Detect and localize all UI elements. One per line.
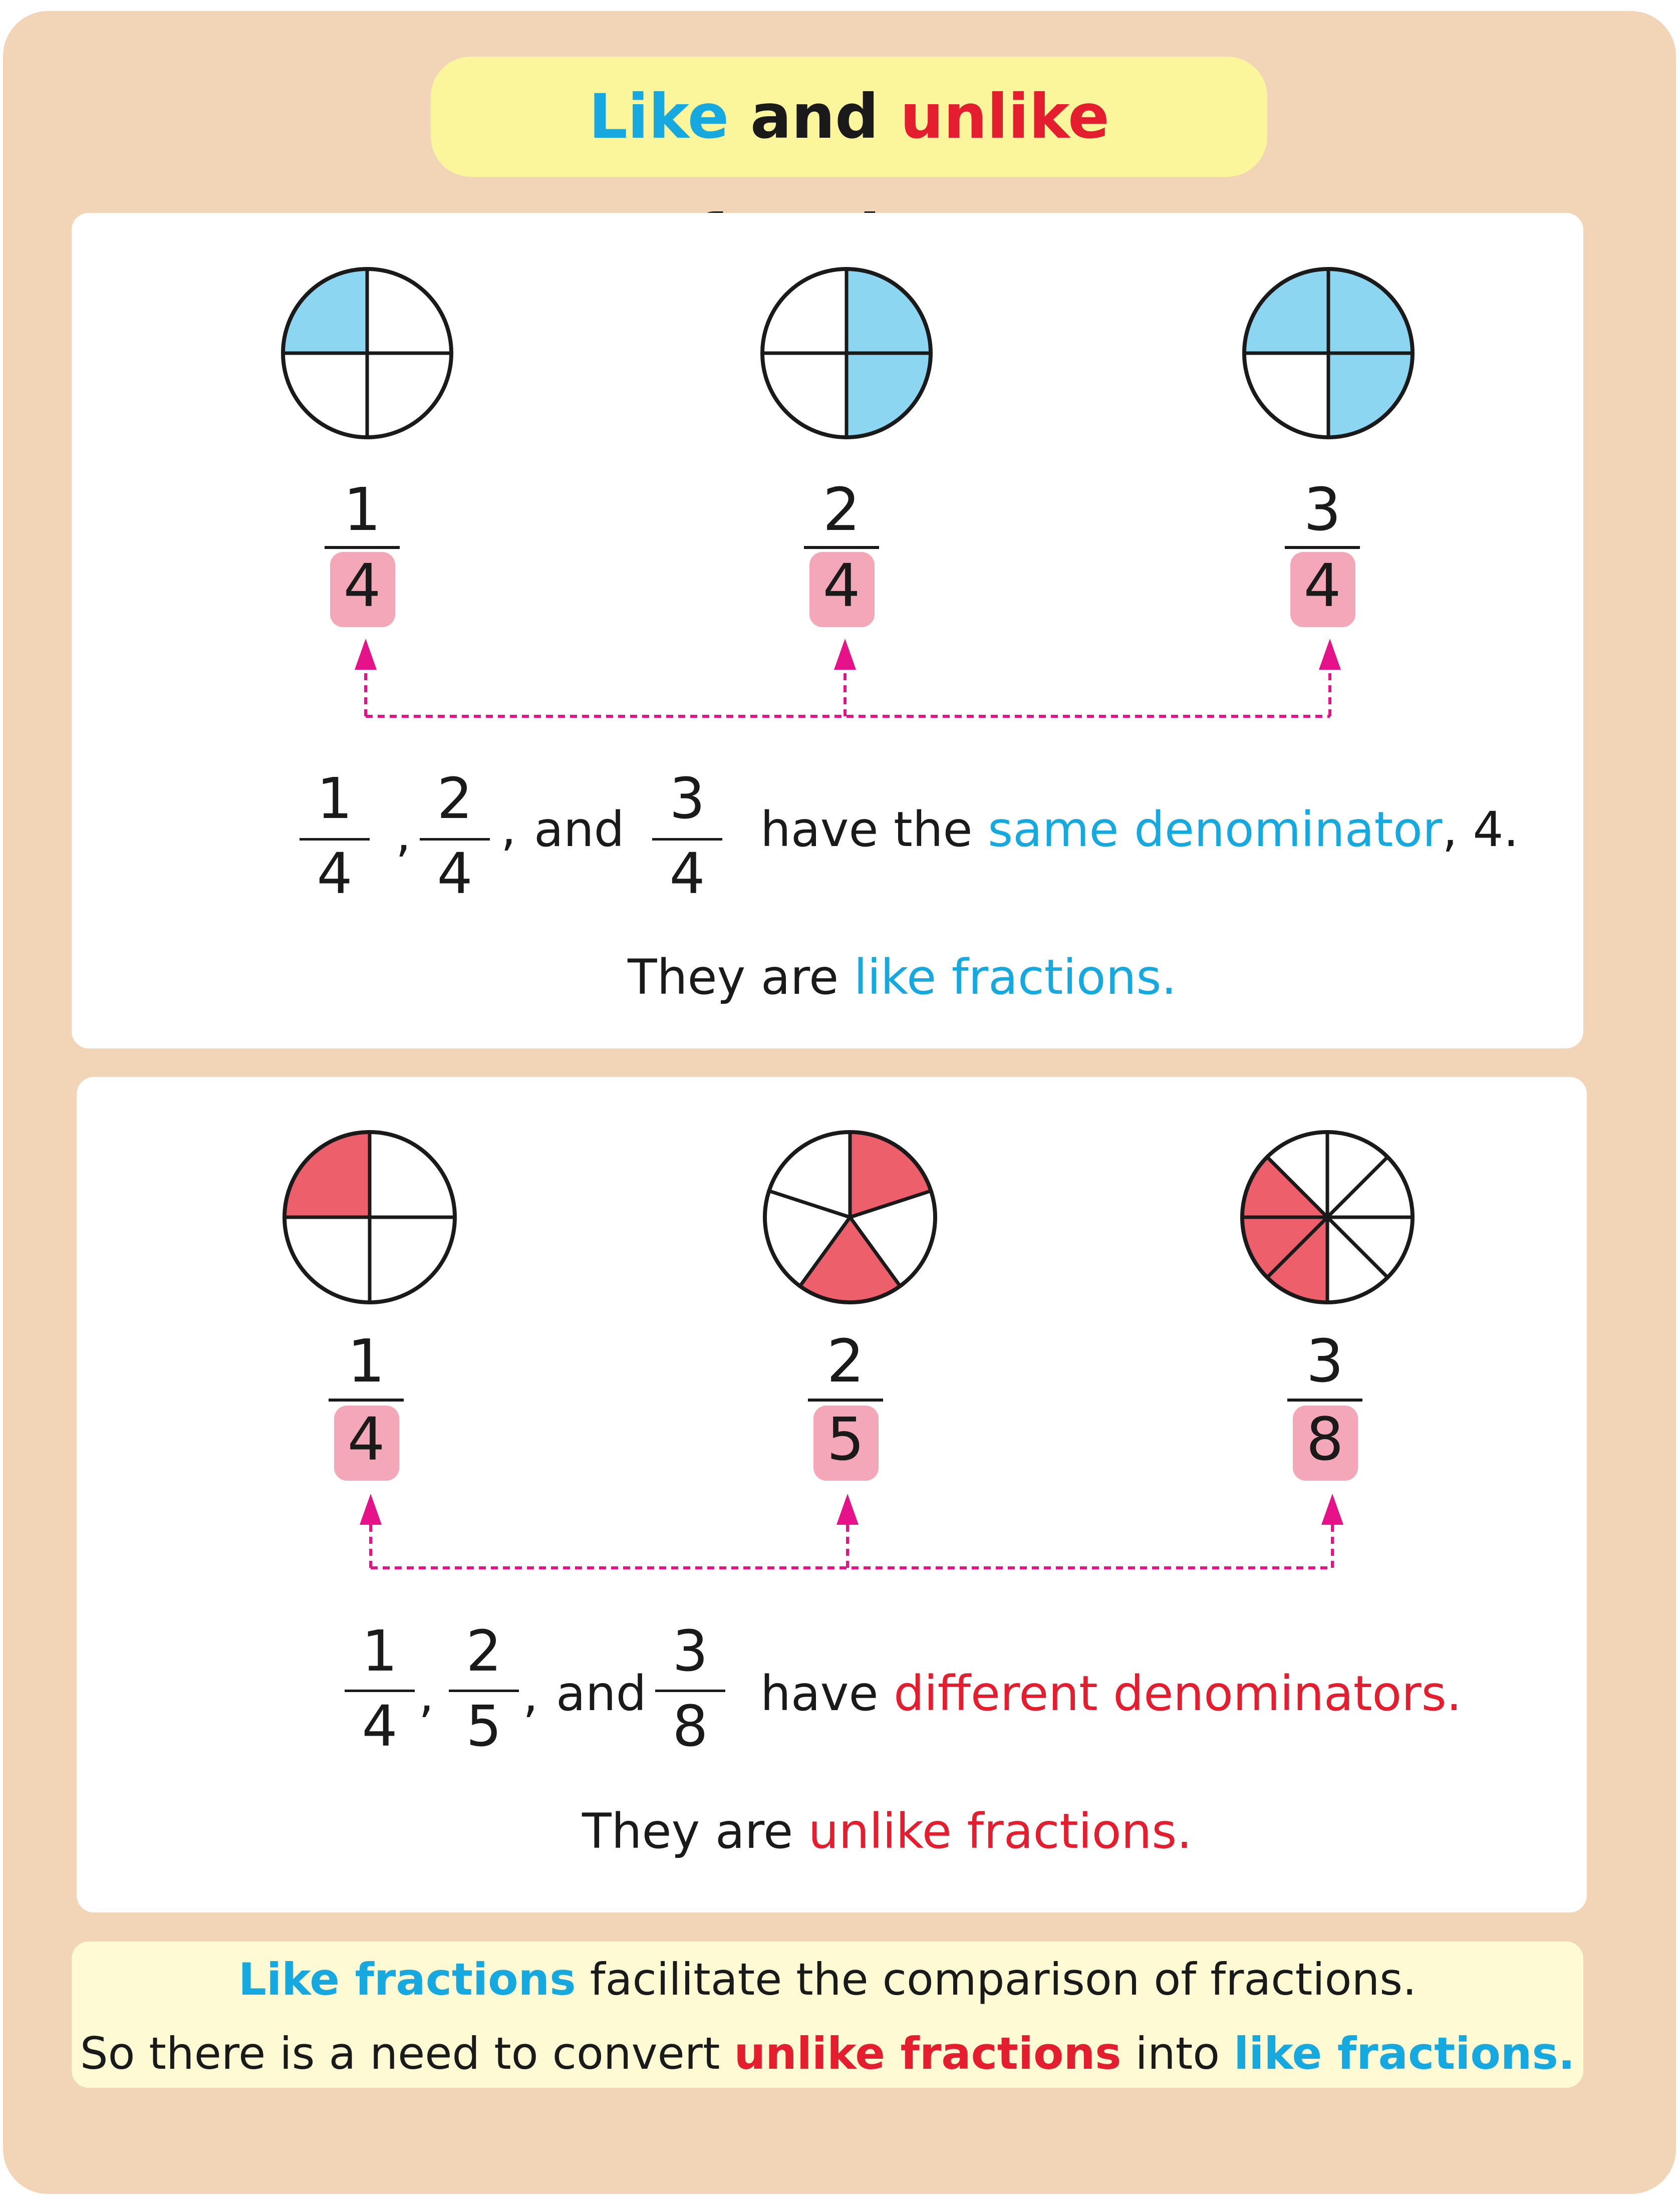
sentence-numerator: 3 <box>669 766 705 832</box>
like-conclusion <box>628 949 1177 1005</box>
unlike-conclusion <box>582 1803 1192 1859</box>
sentence-fraction-bar <box>345 1690 415 1692</box>
fraction-denominator: 8 <box>1306 1405 1344 1474</box>
sentence-fraction-bar <box>449 1690 519 1692</box>
different-denominators-highlight: different denominators. <box>894 1666 1462 1722</box>
fraction-numerator: 3 <box>1306 1326 1344 1396</box>
fraction-numerator: 2 <box>822 475 861 544</box>
fraction-denominator: 4 <box>343 551 381 620</box>
sentence-denominator: 4 <box>669 842 705 907</box>
title-like: Like <box>589 81 729 152</box>
comma: , <box>523 1667 538 1723</box>
fraction-numerator: 1 <box>347 1326 385 1396</box>
note-like-fractions: Like fractions <box>238 1954 576 2005</box>
sentence-pre: have <box>760 1666 879 1722</box>
fraction-circle <box>1242 1132 1413 1302</box>
fraction-denominator: 5 <box>826 1405 865 1474</box>
fraction-circle <box>285 1132 455 1302</box>
sentence-text <box>760 1666 1462 1722</box>
fraction-circle <box>765 1132 935 1302</box>
sentence-fraction-bar <box>652 838 722 841</box>
fraction-denominator: 4 <box>347 1405 385 1474</box>
sentence-fraction-bar <box>300 838 370 841</box>
fraction-bar <box>1285 546 1360 549</box>
sentence-text <box>760 801 1519 858</box>
sentence-denominator: 4 <box>437 842 473 907</box>
sentence-denominator: 5 <box>466 1694 502 1759</box>
note-unlike-fractions: unlike fractions <box>734 2028 1122 2079</box>
sentence-fraction-bar <box>420 838 490 841</box>
sentence-pre: have the <box>760 801 973 858</box>
note-line-2-pre: So there is a need to convert <box>80 2028 720 2079</box>
denominator-connector-arrows <box>355 639 1341 716</box>
note-line-1 <box>72 1954 1583 2005</box>
arrow-head-icon <box>1319 639 1341 670</box>
fraction-bar <box>1287 1399 1362 1402</box>
title-unlike: unlike <box>900 81 1109 152</box>
arrow-head-icon <box>360 1494 382 1525</box>
fraction-circle <box>762 269 931 437</box>
fraction-bar <box>808 1399 883 1402</box>
arrow-head-icon <box>834 639 856 670</box>
unlike-fractions-highlight: unlike fractions. <box>808 1803 1192 1859</box>
title-and: and <box>750 81 879 152</box>
fraction-circle <box>283 269 451 437</box>
same-denominator-highlight: same denominator <box>988 801 1443 858</box>
conclusion-pre: They are <box>582 1803 793 1859</box>
comma: , <box>419 1667 434 1723</box>
note-like-fractions-2: like fractions. <box>1234 2028 1575 2079</box>
fraction-numerator: 2 <box>826 1326 865 1396</box>
sentence-denominator: 8 <box>672 1694 708 1759</box>
arrow-head-icon <box>355 639 377 670</box>
sentence-fraction-bar <box>655 1690 725 1692</box>
fraction-bar <box>329 1399 404 1402</box>
sentence-post: , 4. <box>1442 801 1519 858</box>
note-line-2-mid: into <box>1135 2028 1220 2079</box>
fraction-numerator: 3 <box>1303 475 1341 544</box>
sentence-numerator: 2 <box>466 1619 502 1684</box>
sentence-numerator: 1 <box>317 766 353 832</box>
fraction-circle <box>1244 269 1413 437</box>
sentence-numerator: 2 <box>437 766 473 832</box>
and-word: and <box>556 1666 647 1722</box>
arrow-head-icon <box>1321 1494 1343 1525</box>
sentence-numerator: 1 <box>362 1619 398 1684</box>
note-line-1-rest: facilitate the comparison of fractions. <box>590 1954 1417 2005</box>
sentence-denominator: 4 <box>362 1694 398 1759</box>
conclusion-pre: They are <box>628 949 839 1005</box>
note-line-2 <box>72 2028 1583 2079</box>
like-fractions-highlight: like fractions. <box>854 949 1177 1005</box>
sentence-denominator: 4 <box>317 842 353 907</box>
comma: , <box>396 806 411 863</box>
fraction-denominator: 4 <box>1303 551 1341 620</box>
and-word: and <box>534 801 625 858</box>
summary-note <box>72 1942 1583 2088</box>
arrow-head-icon <box>836 1494 859 1525</box>
sentence-numerator: 3 <box>672 1619 708 1684</box>
fraction-numerator: 1 <box>343 475 381 544</box>
fraction-bar <box>804 546 879 549</box>
fraction-bar <box>325 546 400 549</box>
denominator-connector-arrows <box>360 1494 1343 1568</box>
fraction-denominator: 4 <box>822 551 861 620</box>
comma: , <box>501 800 516 857</box>
